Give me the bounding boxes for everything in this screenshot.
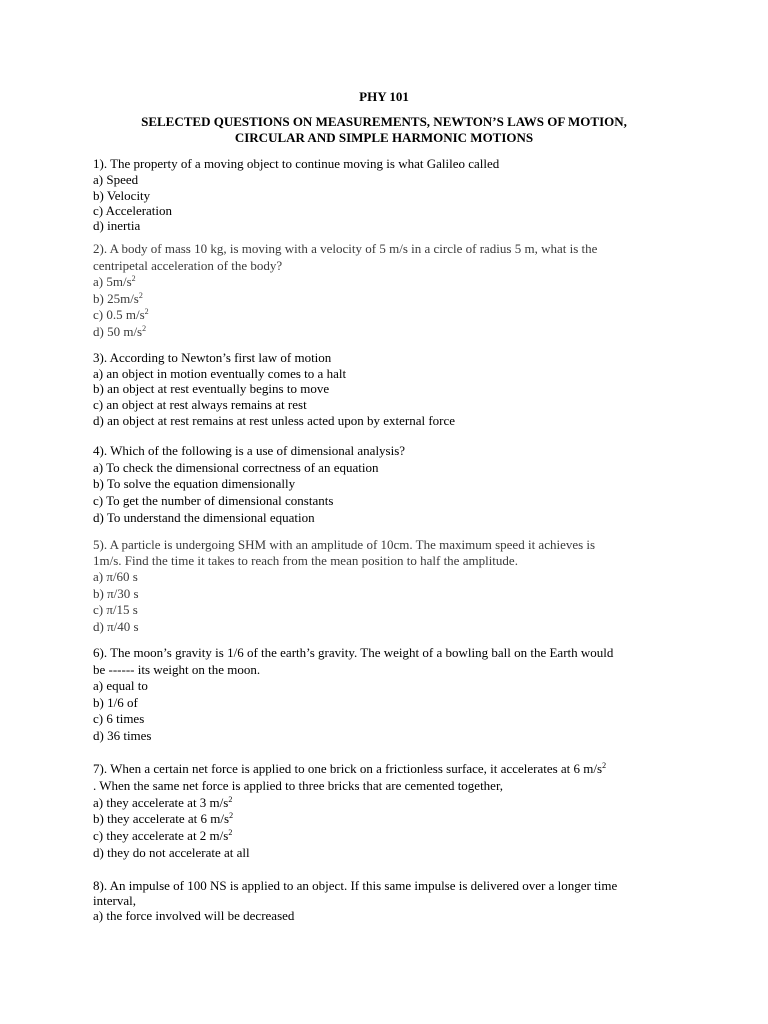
question-1-option-c: c) Acceleration xyxy=(93,203,173,218)
question-2-stem-line-2: centripetal acceleration of the body? xyxy=(93,258,283,273)
question-2-option-c xyxy=(93,307,149,323)
question-7-option-c xyxy=(93,828,232,844)
option-text: b) they accelerate at 6 m/s xyxy=(93,811,230,826)
question-1-option-a: a) Speed xyxy=(93,172,139,187)
superscript: 2 xyxy=(142,324,147,333)
superscript: 2 xyxy=(602,761,607,770)
question-4-option-b: b) To solve the equation dimensionally xyxy=(93,476,296,491)
question-7-option-d: d) they do not accelerate at all xyxy=(93,845,250,860)
superscript: 2 xyxy=(144,307,149,316)
question-4-option-d: d) To understand the dimensional equation xyxy=(93,510,315,525)
superscript: 2 xyxy=(228,795,233,804)
question-8-stem-line-2: interval, xyxy=(93,893,136,908)
question-8-option-a: a) the force involved will be decreased xyxy=(93,908,295,923)
question-3-option-b: b) an object at rest eventually begins to move xyxy=(93,381,330,396)
question-1-option-d: d) inertia xyxy=(93,218,141,233)
question-5-option-a: a) π/60 s xyxy=(93,569,138,584)
question-5-option-b: b) π/30 s xyxy=(93,586,139,601)
option-text: c) they accelerate at 2 m/s xyxy=(93,828,229,843)
question-7-option-b xyxy=(93,811,233,827)
course-code: PHY 101 xyxy=(359,89,409,104)
question-6-option-b: b) 1/6 of xyxy=(93,695,138,710)
question-7-stem-line-1 xyxy=(93,761,606,777)
question-2-option-d xyxy=(93,324,146,340)
question-4-option-a: a) To check the dimensional correctness of an equation xyxy=(93,460,379,475)
question-6-option-a: a) equal to xyxy=(93,678,148,693)
question-3-option-c: c) an object at rest always remains at rest xyxy=(93,397,307,412)
question-8-stem-line-1: 8). An impulse of 100 NS is applied to an object. If this same impulse is delivered over a longer time xyxy=(93,878,618,893)
question-5-stem-line-2: 1m/s. Find the time it takes to reach from the mean position to half the amplitude. xyxy=(93,553,518,568)
option-text: a) 5m/s xyxy=(93,274,132,289)
superscript: 2 xyxy=(138,291,143,300)
option-text: d) 50 m/s xyxy=(93,324,143,339)
question-6-stem-line-1: 6). The moon’s gravity is 1/6 of the earth’s gravity. The weight of a bowling ball on the Earth would xyxy=(93,645,614,660)
question-5-stem-line-1: 5). A particle is undergoing SHM with an amplitude of 10cm. The maximum speed it achieves is xyxy=(93,537,596,552)
question-1-option-b: b) Velocity xyxy=(93,188,151,203)
question-1-stem: 1). The property of a moving object to continue moving is what Galileo called xyxy=(93,156,500,171)
question-3-stem: 3). According to Newton’s first law of motion xyxy=(93,350,332,365)
question-6-option-d: d) 36 times xyxy=(93,728,152,743)
question-7-option-a xyxy=(93,795,232,811)
document-title-line-1: SELECTED QUESTIONS ON MEASUREMENTS, NEWTON’S LAWS OF MOTION, xyxy=(141,114,627,129)
option-text: a) they accelerate at 3 m/s xyxy=(93,795,229,810)
document-title-line-2: CIRCULAR AND SIMPLE HARMONIC MOTIONS xyxy=(234,130,534,145)
question-2-option-b xyxy=(93,291,143,307)
superscript: 2 xyxy=(131,274,136,283)
question-3-option-d: d) an object at rest remains at rest unless acted upon by external force xyxy=(93,413,456,428)
superscript: 2 xyxy=(228,828,233,837)
question-2-option-a xyxy=(93,274,136,290)
option-text: b) 25m/s xyxy=(93,291,139,306)
question-5-option-c: c) π/15 s xyxy=(93,602,138,617)
question-4-stem: 4). Which of the following is a use of dimensional analysis? xyxy=(93,443,406,458)
question-6-option-c: c) 6 times xyxy=(93,711,145,726)
question-7-stem-line-2: . When the same net force is applied to three bricks that are cemented together, xyxy=(93,778,504,793)
question-6-stem-line-2: be ------ its weight on the moon. xyxy=(93,662,261,677)
question-2-stem-line-1: 2). A body of mass 10 kg, is moving with a velocity of 5 m/s in a circle of radius 5 m, what is the xyxy=(93,241,598,256)
question-5-option-d: d) π/40 s xyxy=(93,619,139,634)
question-3-option-a: a) an object in motion eventually comes to a halt xyxy=(93,366,347,381)
stem-text: 7). When a certain net force is applied to one brick on a frictionless surface, it accelerates at 6 m/s xyxy=(93,761,603,776)
superscript: 2 xyxy=(229,811,234,820)
question-4-option-c: c) To get the number of dimensional constants xyxy=(93,493,334,508)
option-text: c) 0.5 m/s xyxy=(93,307,145,322)
